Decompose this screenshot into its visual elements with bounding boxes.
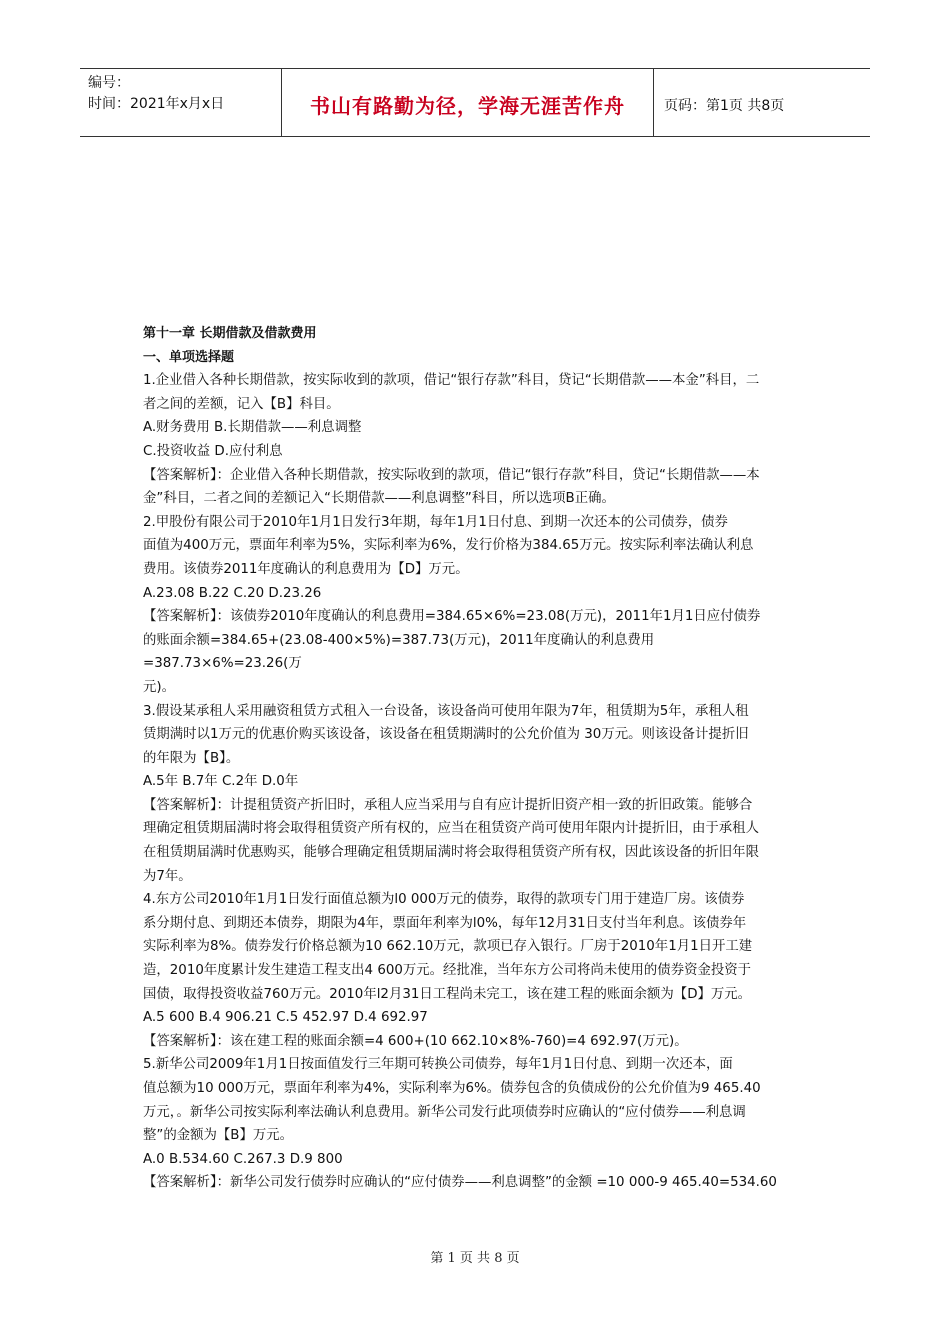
date-label: 时间：2021年x月x日 [88,96,225,112]
text-line: 为7年。 [143,868,192,884]
page-footer: 第 1 页 共 8 页 [430,1251,520,1266]
header-motto: 书山有路勤为径，学海无涯苦作舟 [282,69,654,136]
text-line: 面值为400万元，票面年利率为5%，实际利率为6%，发行价格为384.65万元。按实际利率法确认利息 [143,538,754,554]
text-line: 实际利率为8%。债券发行价格总额为10 662.10万元，款项已存入银行。厂房于2010年1月1日开工建 [143,939,753,955]
text-line: 金”科目，二者之间的差额记入“长期借款——利息调整”科目，所以选项B正确。 [143,491,615,507]
header-page-info: 页码：第1页 共8页 [664,97,785,114]
text-line: 值总额为10 000万元，票面年利率为4%，实际利率为6%。债券包含的负债成份的公允价值为9 465.40 [143,1081,761,1096]
text-line: 【答案解析】：新华公司发行债券时应确认的“应付债券——利息调整”的金额 =10 000-9 465.40=534.60 [143,1175,777,1191]
heading-line: 一、单项选择题 [143,349,235,365]
text-line: 5.新华公司2009年1月1日按面值发行三年期可转换公司债券，每年1月1日付息、到期一次还本，面 [143,1057,733,1073]
text-line: 【答案解析】：企业借入各种长期借款，按实际收到的款项，借记“银行存款”科目，贷记“长期借款——本 [143,467,760,483]
text-line: A.财务费用 B.长期借款——利息调整 [143,420,362,436]
page-header [80,68,870,137]
document-body [143,322,808,1195]
text-line: 【答案解析】：计提租赁资产折旧时，承租人应当采用与自有应计提折旧资产相一致的折旧政策。能够合 [143,797,753,813]
text-line: A.5年 B.7年 C.2年 D.0年 [143,774,299,790]
text-line: 整”的金额为【B】万元。 [143,1128,294,1144]
text-line: 造，2010年度累计发生建造工程支出4 600万元。经批准，当年东方公司将尚未使用的债券资金投资于 [143,963,752,979]
text-line: 的账面余额=384.65+(23.08-400×5%)=387.73(万元)，2011年度确认的利息费用=387.73×6%=23.26(万 [143,632,655,672]
text-line: 理确定租赁期届满时将会取得租赁资产所有权的，应当在租赁资产尚可使用年限内计提折旧，由于承租人 [143,821,759,837]
text-line: 4.东方公司2010年1月1日发行面值总额为l0 000万元的债券，取得的款项专门用于建造厂房。该债券 [143,892,745,908]
text-line: A.5 600 B.4 906.21 C.5 452.97 D.4 692.97 [143,1010,428,1026]
text-line: 赁期满时以1万元的优惠价购买该设备，该设备在租赁期满时的公允价值为 30万元。则该设备计提折旧 [143,727,749,743]
text-line: 3.假设某承租人采用融资租赁方式租入一台设备，该设备尚可使用年限为7年，租赁期为5年，承租人租 [143,703,749,719]
text-line: 万元，。新华公司按实际利率法确认利息费用。新华公司发行此项债券时应确认的“应付债券——利息调 [143,1104,746,1120]
heading-line: 第十一章 长期借款及借款费用 [143,326,317,341]
header-meta [80,69,282,136]
text-line: 【答案解析】：该债券2010年度确认的利息费用=384.65×6%=23.08(万元)，2011年1月1日应付债券 [143,609,761,625]
text-line: C.投资收益 D.应付利息 [143,443,283,459]
text-line: 【答案解析】：该在建工程的账面余额=4 600+(10 662.10×8%-760)=4 692.97(万元)。 [143,1033,688,1049]
text-line: 系分期付息、到期还本债券，期限为4年，票面年利率为l0%，每年12月31日支付当年利息。该债券年 [143,915,747,931]
text-line: 1.企业借入各种长期借款，按实际收到的款项，借记“银行存款”科目，贷记“长期借款——本金”科目，二 [143,373,760,389]
text-line: 的年限为【B】。 [143,750,240,766]
text-line: 2.甲股份有限公司于2010年1月1日发行3年期，每年1月1日付息、到期一次还本的公司债券，债券 [143,514,728,530]
text-line: 在租赁期届满时优惠购买，能够合理确定租赁期届满时将会取得租赁资产所有权，因此该设备的折旧年限 [143,845,759,861]
text-line: A.23.08 B.22 C.20 D.23.26 [143,585,322,601]
text-line: 费用。该债券2011年度确认的利息费用为【D】万元。 [143,561,469,577]
number-label: 编号： [88,75,130,91]
text-line: 元)。 [143,679,176,695]
text-line: A.0 B.534.60 C.267.3 D.9 800 [143,1151,343,1167]
text-line: 国债，取得投资收益760万元。2010年l2月31日工程尚未完工，该在建工程的账面余额为【D】万元。 [143,986,752,1002]
text-line: 者之间的差额，记入【B】科目。 [143,396,340,412]
